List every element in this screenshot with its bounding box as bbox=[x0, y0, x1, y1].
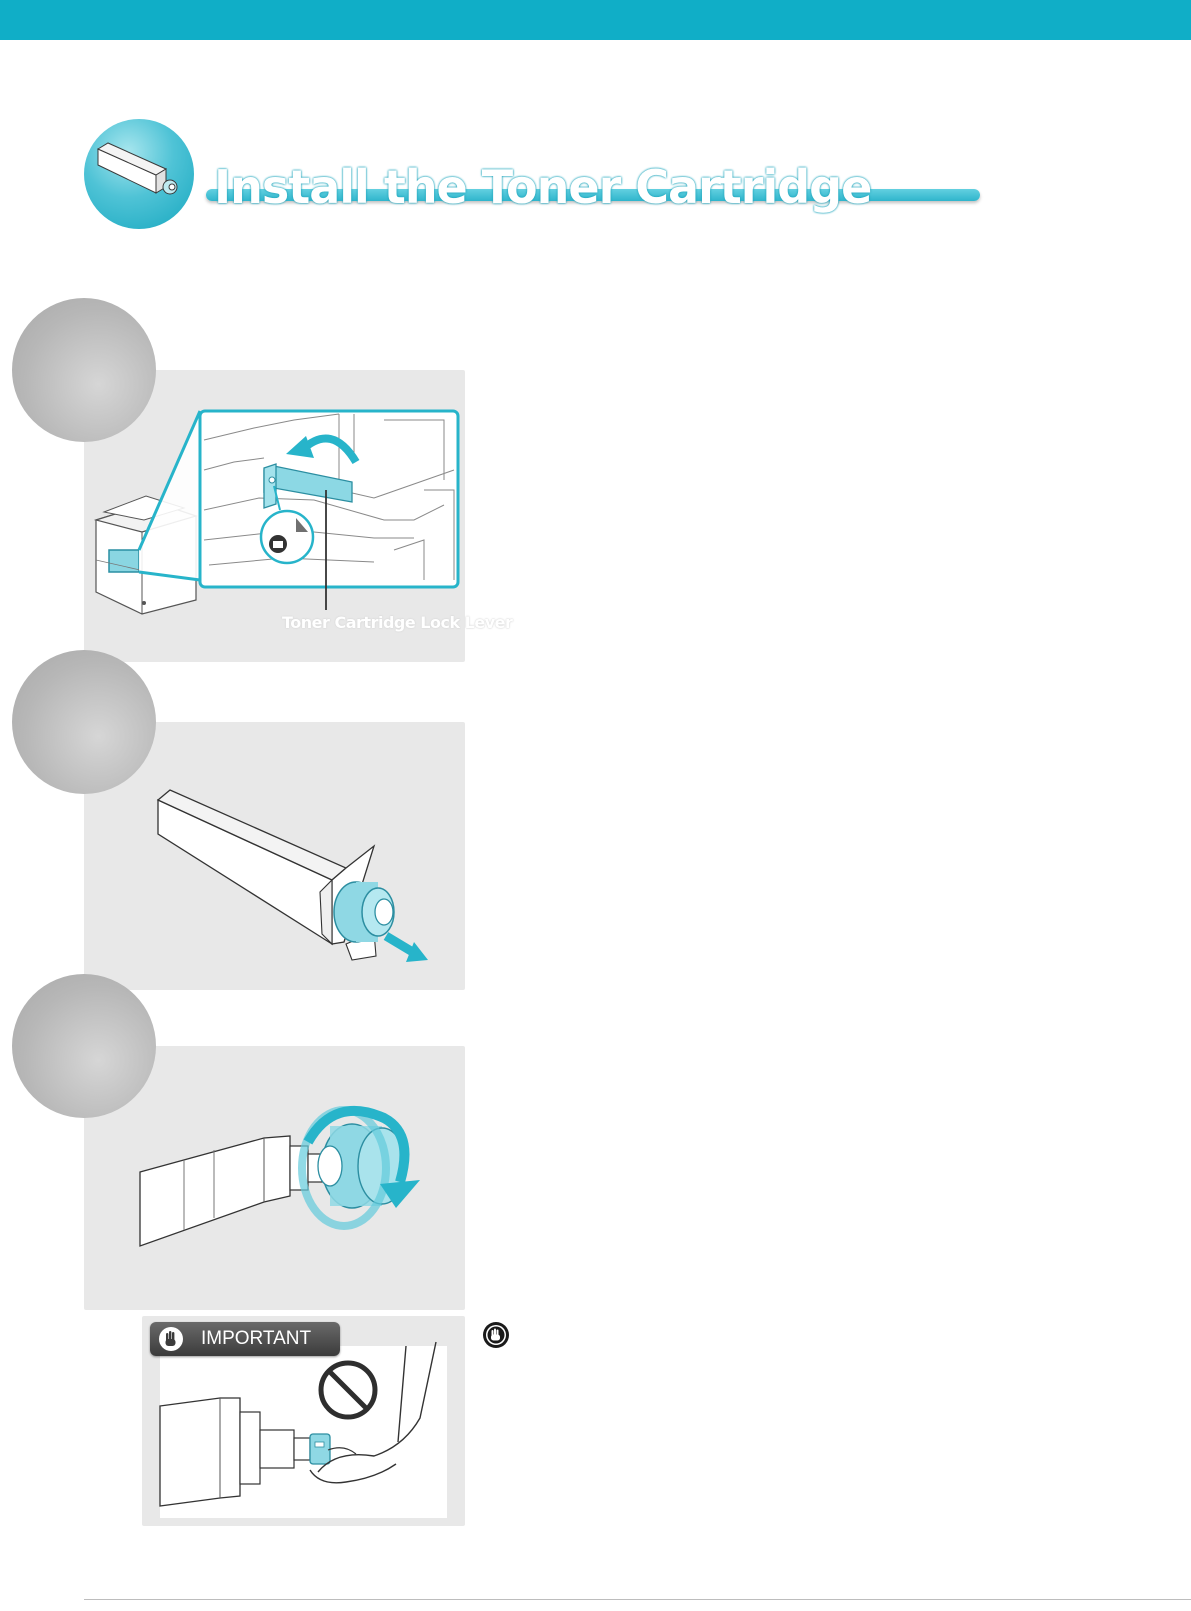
important-illustration-area bbox=[160, 1346, 447, 1518]
page-title: Install the Toner Cartridge bbox=[214, 160, 872, 214]
toner-cartridge-icon bbox=[84, 119, 194, 229]
stop-hand-icon bbox=[159, 1327, 183, 1351]
lock-lever-label: Toner Cartridge Lock Lever bbox=[282, 613, 513, 632]
important-tag bbox=[150, 1322, 340, 1356]
important-label: IMPORTANT bbox=[201, 1328, 312, 1349]
toner-cap-rotate-illustration bbox=[84, 1046, 465, 1310]
step-1-panel bbox=[84, 370, 513, 662]
do-not-touch-connector-illustration bbox=[160, 1346, 447, 1518]
step-3-panel bbox=[84, 1046, 465, 1310]
stop-hand-icon bbox=[483, 1322, 509, 1348]
top-accent-bar bbox=[0, 0, 1191, 40]
step-2-panel bbox=[84, 722, 465, 990]
toner-box-illustration bbox=[84, 722, 465, 990]
footer-rule bbox=[84, 1599, 1191, 1600]
